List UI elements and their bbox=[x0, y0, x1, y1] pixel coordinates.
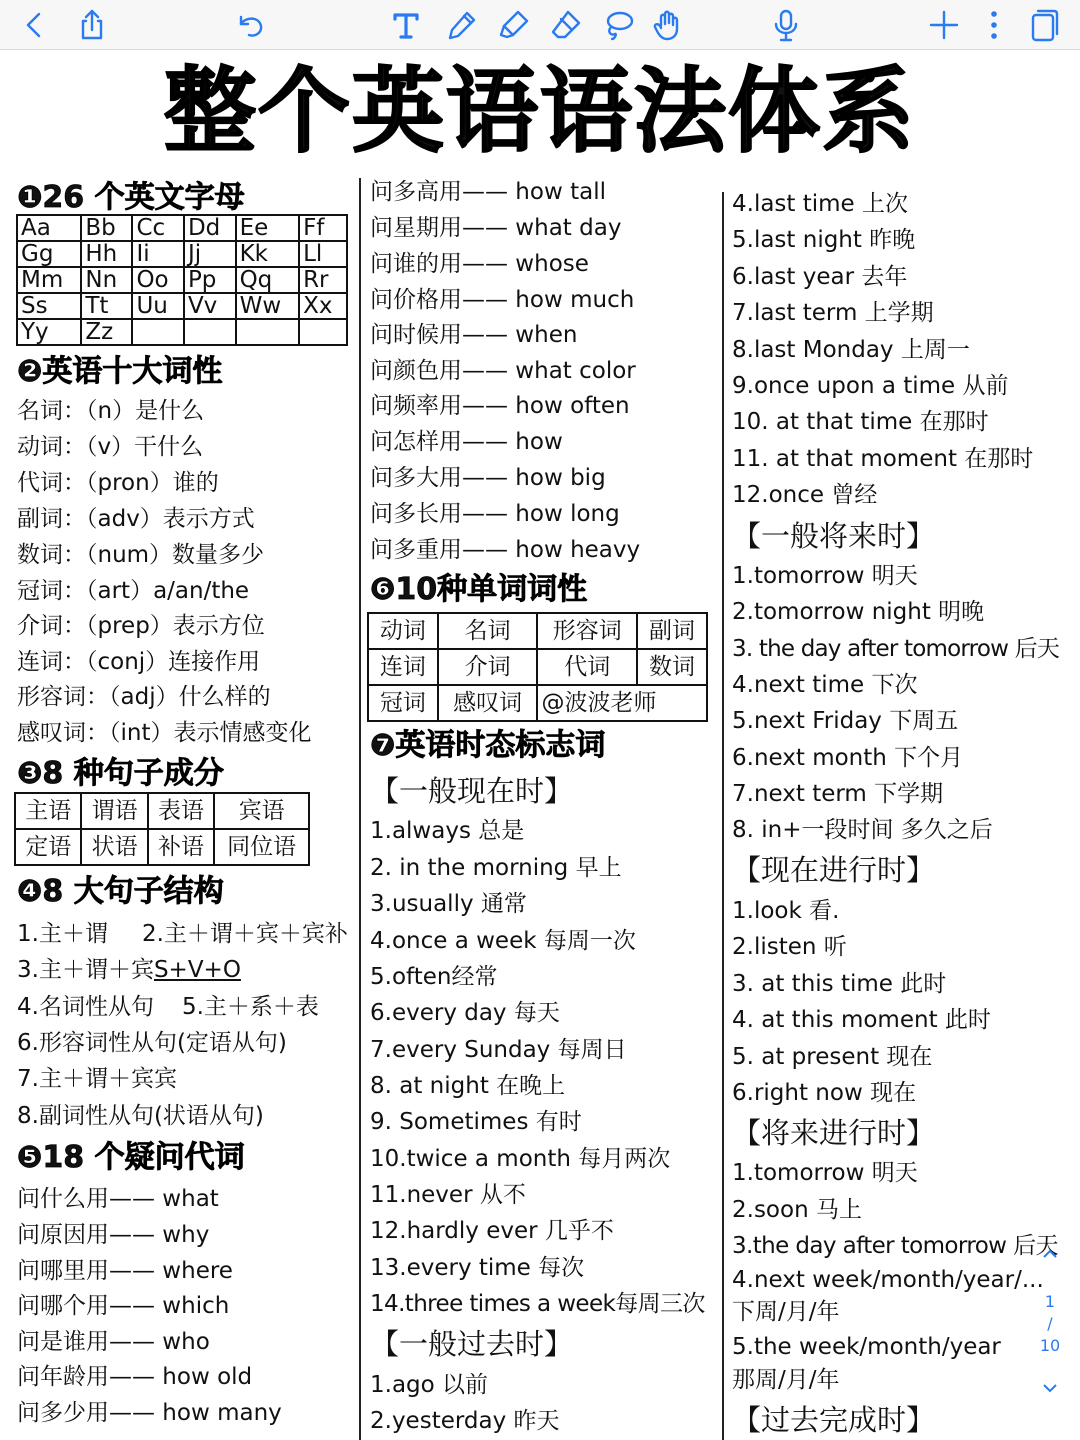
table-cell: 补语 bbox=[148, 829, 214, 865]
tense-marker-line: 4.next time 下次 bbox=[732, 672, 918, 698]
table-cell: 数词 bbox=[637, 649, 707, 685]
highlighter-tool-icon[interactable] bbox=[492, 3, 536, 47]
tense-marker-line: 那周/月/年 bbox=[732, 1367, 840, 1393]
tense-marker-line: 11.never 从不 bbox=[370, 1182, 526, 1208]
structure-line: 8.副词性从句(状语从句) bbox=[17, 1103, 264, 1129]
text-tool-icon[interactable] bbox=[384, 3, 428, 47]
tense-marker-line: 6.every day 每天 bbox=[370, 1000, 560, 1026]
table-cell: 状语 bbox=[81, 829, 147, 865]
more-icon[interactable] bbox=[972, 3, 1016, 47]
tense-marker-line: 8. in+一段时间 多久之后 bbox=[732, 817, 993, 843]
table-cell: 动词 bbox=[368, 613, 438, 649]
table-cell: 连词 bbox=[368, 649, 438, 685]
tense-marker-line: 10. at that time 在那时 bbox=[732, 409, 989, 435]
table-cell: Ee bbox=[236, 215, 300, 241]
tense-marker-line: 3.the day after tomorrow 后天 bbox=[732, 1233, 1058, 1259]
lasso-tool-icon[interactable] bbox=[596, 3, 640, 47]
structure-item: 5.主＋系＋表 bbox=[181, 994, 319, 1020]
structure-item: 3.主＋谓＋宾 bbox=[17, 957, 154, 983]
table-cell: 名词 bbox=[438, 613, 538, 649]
total-page-count: 10 bbox=[1039, 1336, 1061, 1355]
tense-marker-line: 11. at that moment 在那时 bbox=[732, 446, 1034, 472]
table-row bbox=[15, 793, 309, 829]
table-row bbox=[17, 293, 347, 319]
tense-marker-line: 7.every Sunday 每周日 bbox=[370, 1037, 627, 1063]
pos-line: 动词：（v）干什么 bbox=[17, 434, 204, 460]
question-word-line: 问频率用—— how often bbox=[370, 393, 630, 419]
table-cell: 冠词 bbox=[368, 685, 438, 721]
pos-line: 数词：（num）数量多少 bbox=[17, 542, 265, 568]
tense-marker-line: 8. at night 在晚上 bbox=[370, 1073, 566, 1099]
table-cell: 谓语 bbox=[81, 793, 147, 829]
question-word-line: 问多高用—— how tall bbox=[370, 179, 606, 205]
table-row bbox=[368, 613, 707, 649]
table-row bbox=[368, 649, 707, 685]
structure-line bbox=[17, 955, 241, 985]
structure-line: 7.主＋谓＋宾宾 bbox=[17, 1066, 177, 1092]
tense-marker-line: 5.the week/month/year bbox=[732, 1334, 1001, 1360]
table-cell: Xx bbox=[299, 293, 347, 319]
question-word-line: 问多少用—— how many bbox=[17, 1400, 282, 1426]
structure-item: 1.主＋谓 bbox=[17, 921, 108, 947]
back-chevron-icon[interactable] bbox=[12, 3, 56, 47]
table-cell bbox=[184, 319, 236, 345]
table-cell: Jj bbox=[184, 241, 236, 267]
table-cell: Gg bbox=[17, 241, 81, 267]
page-down-chevron-icon[interactable] bbox=[1040, 1378, 1060, 1398]
share-icon[interactable] bbox=[70, 3, 114, 47]
tense-heading: 【现在进行时】 bbox=[732, 853, 936, 887]
pos-line: 代词：（pron）谁的 bbox=[17, 470, 219, 496]
tense-marker-line: 4.next week/month/year/... bbox=[732, 1267, 1044, 1293]
section-tense-markers-heading: ❼英语时态标志词 bbox=[370, 728, 606, 763]
table-cell: Ii bbox=[132, 241, 183, 267]
tense-marker-line: 6.last year 去年 bbox=[732, 264, 908, 290]
tense-marker-line: 8.last Monday 上周一 bbox=[732, 337, 970, 363]
table-row bbox=[17, 267, 347, 293]
tense-marker-line: 1.always 总是 bbox=[370, 818, 525, 844]
pos-line: 感叹词：（int）表示情感变化 bbox=[17, 720, 312, 746]
tense-marker-line: 12.hardly ever 几乎不 bbox=[370, 1218, 614, 1244]
table-cell bbox=[132, 319, 183, 345]
question-word-line: 问哪里用—— where bbox=[17, 1258, 233, 1284]
tense-marker-line: 5.next Friday 下周五 bbox=[732, 708, 959, 734]
tense-marker-line: 2.listen 听 bbox=[732, 934, 847, 960]
table-cell: 副词 bbox=[637, 613, 707, 649]
tense-marker-line: 4.once a week 每周一次 bbox=[370, 928, 636, 954]
section-question-words-heading: ❺18 个疑问代词 bbox=[17, 1140, 245, 1175]
table-cell: Pp bbox=[184, 267, 236, 293]
table-row bbox=[17, 215, 347, 241]
page-indicator bbox=[1030, 1238, 1070, 1408]
table-cell: Ss bbox=[17, 293, 81, 319]
table-cell: Qq bbox=[236, 267, 300, 293]
table-row bbox=[17, 319, 347, 345]
table-cell: 主语 bbox=[15, 793, 81, 829]
tense-heading: 【一般将来时】 bbox=[732, 519, 936, 553]
pos-line: 形容词：（adj）什么样的 bbox=[17, 684, 271, 710]
section-sentence-structures-heading: ❹8 大句子结构 bbox=[17, 874, 224, 909]
tense-marker-line: 12.once 曾经 bbox=[732, 482, 878, 508]
pos-line: 名词：（n）是什么 bbox=[17, 398, 205, 424]
tense-heading: 【将来进行时】 bbox=[732, 1116, 936, 1150]
question-word-line: 问是谁用—— who bbox=[17, 1329, 210, 1355]
table-row bbox=[368, 685, 707, 721]
page-up-chevron-icon[interactable] bbox=[1040, 1244, 1060, 1264]
structure-line: 6.形容词性从句(定语从句) bbox=[17, 1030, 287, 1056]
table-cell bbox=[299, 319, 347, 345]
table-cell: Ff bbox=[299, 215, 347, 241]
question-word-line: 问多大用—— how big bbox=[370, 465, 606, 491]
page-title: 整个英语语法体系 bbox=[163, 58, 916, 165]
question-word-line: 问哪个用—— which bbox=[17, 1293, 230, 1319]
section-pos-heading: ❷英语十大词性 bbox=[17, 354, 223, 389]
alphabet-table bbox=[16, 214, 348, 346]
table-cell: 介词 bbox=[438, 649, 538, 685]
tense-marker-line: 10.twice a month 每月两次 bbox=[370, 1146, 671, 1172]
word-classes-table bbox=[367, 612, 708, 722]
table-cell: 感叹词 bbox=[438, 685, 538, 721]
table-cell: Uu bbox=[132, 293, 183, 319]
tense-marker-line: 1.look 看. bbox=[732, 898, 840, 924]
table-cell: Cc bbox=[132, 215, 183, 241]
pos-line: 连词：（conj）连接作用 bbox=[17, 649, 261, 675]
microphone-icon[interactable] bbox=[764, 3, 808, 47]
structure-formula: S+V+O bbox=[153, 957, 241, 983]
tense-marker-line: 7.last term 上学期 bbox=[732, 300, 934, 326]
pos-line: 副词：（adv）表示方式 bbox=[17, 506, 255, 532]
question-word-line: 问什么用—— what bbox=[17, 1186, 219, 1212]
table-cell: Nn bbox=[81, 267, 132, 293]
table-cell: 同位语 bbox=[214, 829, 309, 865]
table-cell: Vv bbox=[184, 293, 236, 319]
table-cell: Ww bbox=[236, 293, 300, 319]
question-word-line: 问多重用—— how heavy bbox=[370, 537, 641, 563]
question-word-line: 问价格用—— how much bbox=[370, 287, 635, 313]
tense-marker-line: 5. at present 现在 bbox=[732, 1044, 933, 1070]
table-cell: Dd bbox=[184, 215, 236, 241]
add-icon[interactable] bbox=[922, 3, 966, 47]
tense-marker-line: 7.next term 下学期 bbox=[732, 781, 944, 807]
tense-marker-line: 3. at this time 此时 bbox=[732, 971, 947, 997]
tense-marker-line: 2.soon 马上 bbox=[732, 1197, 862, 1223]
table-cell: Ll bbox=[299, 241, 347, 267]
table-cell: Aa bbox=[17, 215, 81, 241]
column-divider-2 bbox=[722, 192, 724, 1440]
table-cell: Oo bbox=[132, 267, 183, 293]
question-word-line: 问多长用—— how long bbox=[370, 501, 620, 527]
table-cell: 宾语 bbox=[214, 793, 309, 829]
table-cell: Rr bbox=[299, 267, 347, 293]
section-word-classes-heading: ❻10种单词词性 bbox=[370, 572, 588, 607]
tense-marker-line: 1.tomorrow 明天 bbox=[732, 563, 918, 589]
tense-marker-line: 5.often经常 bbox=[370, 964, 498, 990]
table-row bbox=[17, 241, 347, 267]
tense-marker-line: 4. at this moment 此时 bbox=[732, 1007, 991, 1033]
eraser-tool-icon[interactable] bbox=[544, 3, 588, 47]
tense-marker-line: 14.three times a week每周三次 bbox=[370, 1291, 705, 1317]
table-cell: Mm bbox=[17, 267, 81, 293]
undo-icon[interactable] bbox=[228, 3, 272, 47]
question-word-line: 问年龄用—— how old bbox=[17, 1364, 253, 1390]
structure-item: 2.主＋谓＋宾＋宾补 bbox=[141, 921, 348, 947]
tense-marker-line: 2.tomorrow night 明晚 bbox=[732, 599, 985, 625]
pos-line: 介词：（prep）表示方位 bbox=[17, 613, 265, 639]
current-page-number: 1 bbox=[1044, 1292, 1056, 1311]
question-word-line: 问星期用—— what day bbox=[370, 215, 622, 241]
column-divider-1 bbox=[359, 178, 361, 1440]
hand-tool-icon[interactable] bbox=[646, 3, 690, 47]
tense-marker-line: 9. Sometimes 有时 bbox=[370, 1109, 582, 1135]
tense-marker-line: 2. in the morning 早上 bbox=[370, 855, 622, 881]
table-cell: 表语 bbox=[148, 793, 214, 829]
table-cell: Hh bbox=[81, 241, 132, 267]
table-cell: @波波老师 bbox=[537, 685, 707, 721]
table-cell: 形容词 bbox=[537, 613, 637, 649]
pos-line: 冠词：（art）a/an/the bbox=[17, 578, 250, 604]
tense-heading: 【过去完成时】 bbox=[732, 1403, 936, 1437]
structure-line bbox=[17, 992, 319, 1022]
sentence-elements-table bbox=[14, 792, 310, 866]
page-separator: / bbox=[1047, 1314, 1053, 1333]
question-word-line: 问怎样用—— how bbox=[370, 429, 563, 455]
table-cell: 代词 bbox=[537, 649, 637, 685]
tense-marker-line: 13.every time 每次 bbox=[370, 1255, 585, 1281]
section-letters-heading: ❶26 个英文字母 bbox=[17, 180, 245, 215]
tense-heading: 【一般过去时】 bbox=[370, 1327, 574, 1361]
question-word-line: 问谁的用—— whose bbox=[370, 251, 589, 277]
tense-marker-line: 1.tomorrow 明天 bbox=[732, 1160, 918, 1186]
table-cell: 定语 bbox=[15, 829, 81, 865]
tense-marker-line: 5.last night 昨晚 bbox=[732, 227, 916, 253]
table-cell: Kk bbox=[236, 241, 300, 267]
tense-marker-line: 6.right now 现在 bbox=[732, 1080, 917, 1106]
table-cell: Tt bbox=[81, 293, 132, 319]
app-toolbar bbox=[0, 0, 1080, 50]
structure-line bbox=[17, 919, 348, 949]
table-cell: Bb bbox=[81, 215, 132, 241]
tense-heading: 【一般现在时】 bbox=[370, 774, 574, 808]
table-row bbox=[15, 829, 309, 865]
tense-marker-line: 3. the day after tomorrow 后天 bbox=[732, 636, 1060, 662]
table-cell: Zz bbox=[81, 319, 132, 345]
tense-marker-line: 3.usually 通常 bbox=[370, 891, 527, 917]
question-word-line: 问颜色用—— what color bbox=[370, 358, 636, 384]
tense-marker-line: 6.next month 下个月 bbox=[732, 745, 964, 771]
tense-marker-line: 4.last time 上次 bbox=[732, 191, 909, 217]
tense-marker-line: 下周/月/年 bbox=[732, 1299, 840, 1325]
tense-marker-line: 1.ago 以前 bbox=[370, 1372, 489, 1398]
question-word-line: 问原因用—— why bbox=[17, 1222, 210, 1248]
table-cell bbox=[236, 319, 300, 345]
question-word-line: 问时候用—— when bbox=[370, 322, 578, 348]
section-sentence-elements-heading: ❸8 种句子成分 bbox=[17, 756, 224, 791]
tense-marker-line: 2.yesterday 昨天 bbox=[370, 1408, 560, 1434]
table-cell: Yy bbox=[17, 319, 81, 345]
pages-icon[interactable] bbox=[1022, 3, 1066, 47]
pen-tool-icon[interactable] bbox=[440, 3, 484, 47]
tense-marker-line: 9.once upon a time 从前 bbox=[732, 373, 1009, 399]
structure-item: 4.名词性从句 bbox=[17, 994, 154, 1020]
